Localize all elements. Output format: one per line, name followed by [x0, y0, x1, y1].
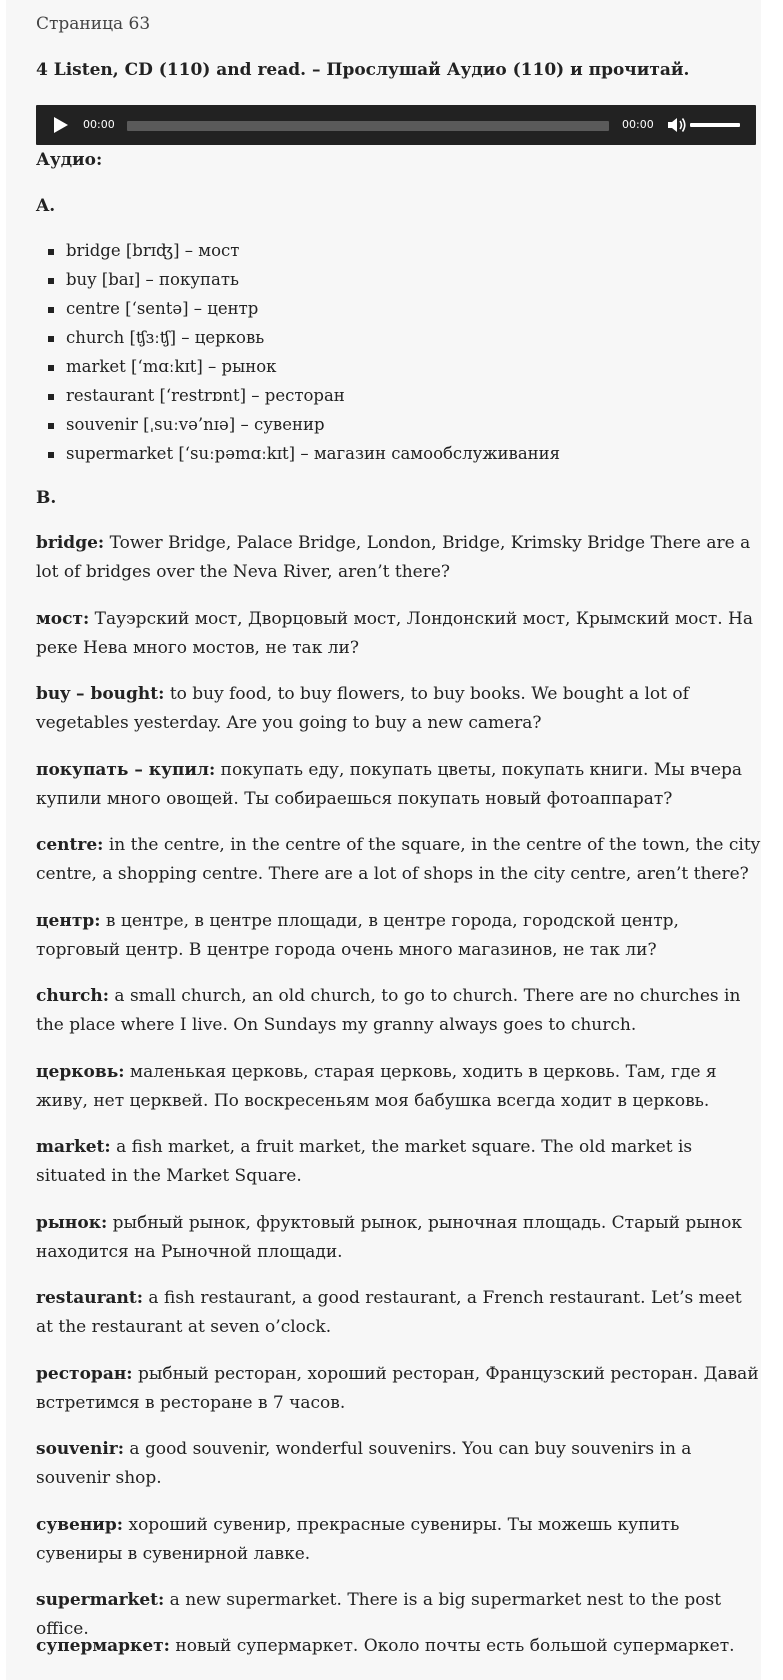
- paragraph: центр: в центре, в центре площади, в центре города, городской центр, торговый центр. В центре города очень много магазинов, не так ли?: [36, 911, 679, 960]
- bullet-icon: [48, 336, 54, 342]
- list-item: church [ʧɜːʧ] – церковь: [36, 327, 560, 356]
- paragraph: ресторан: рыбный ресторан, хороший ресторан, Французский ресторан. Давай встретимся в ресторане в 7 часов.: [36, 1364, 759, 1413]
- paragraph: centre: in the centre, in the centre of the square, in the centre of the town, the city centre, a shopping centre. There are a lot of shops in the city centre, aren’t there?: [36, 835, 761, 884]
- paragraph: супермаркет: новый супермаркет. Около почты есть большой супермаркет.: [36, 1636, 735, 1656]
- term: supermarket:: [36, 1590, 165, 1610]
- term: мост:: [36, 609, 90, 629]
- bullet-icon: [48, 452, 54, 458]
- current-time: 00:00: [83, 118, 115, 131]
- list-item: centre [‘sentə] – центр: [36, 298, 560, 327]
- term: church:: [36, 986, 110, 1006]
- term: ресторан:: [36, 1364, 133, 1384]
- paragraph: souvenir: a good souvenir, wonderful souvenirs. You can buy souvenirs in a souvenir shop.: [36, 1439, 692, 1488]
- page-background: [6, 0, 761, 1680]
- term: церковь:: [36, 1062, 125, 1082]
- list-item: buy [baɪ] – покупать: [36, 269, 560, 298]
- paragraph: рынок: рыбный рынок, фруктовый рынок, рыночная площадь. Старый рынок находится на Рыночной площади.: [36, 1213, 742, 1262]
- paragraph: мост: Тауэрский мост, Дворцовый мост, Лондонский мост, Крымский мост. На реке Нева много мостов, не так ли?: [36, 609, 754, 658]
- term: restaurant:: [36, 1288, 144, 1308]
- term: сувенир:: [36, 1515, 124, 1535]
- progress-rail[interactable]: [127, 121, 609, 131]
- term: bridge:: [36, 533, 105, 553]
- section-b-label: B.: [36, 488, 57, 508]
- term: рынок:: [36, 1213, 108, 1233]
- paragraph: церковь: маленькая церковь, старая церковь, ходить в церковь. Там, где я живу, нет церквей. По воскресеньям моя бабушка всегда ходит в церковь.: [36, 1062, 717, 1111]
- audio-label: Аудио:: [36, 150, 103, 170]
- paragraph: покупать – купил: покупать еду, покупать цветы, покупать книги. Мы вчера купили много овощей. Ты собираешься покупать новый фотоаппарат?: [36, 760, 743, 809]
- term: покупать – купил:: [36, 760, 216, 780]
- vocab-list: [36, 240, 560, 472]
- paragraph: church: a small church, an old church, to go to church. There are no churches in the place where I live. On Sundays my granny always goes to church.: [36, 986, 741, 1035]
- paragraph: market: a fish market, a fruit market, the market square. The old market is situated in the Market Square.: [36, 1137, 693, 1186]
- term: buy – bought:: [36, 684, 165, 704]
- volume-icon[interactable]: [666, 115, 688, 135]
- duration-time: 00:00: [622, 118, 654, 131]
- play-icon[interactable]: [54, 117, 68, 133]
- bullet-icon: [48, 249, 54, 255]
- bullet-icon: [48, 394, 54, 400]
- list-item: souvenir [ˌsuːvə’nɪə] – сувенир: [36, 414, 560, 443]
- list-item: market [‘mɑːkɪt] – рынок: [36, 356, 560, 385]
- list-item: restaurant [‘restrɒnt] – ресторан: [36, 385, 560, 414]
- audio-player: [36, 105, 756, 145]
- volume-slider[interactable]: [690, 123, 740, 127]
- term: centre:: [36, 835, 104, 855]
- paragraph: buy – bought: to buy food, to buy flowers, to buy books. We bought a lot of vegetables yesterday. Are you going to buy a new camera?: [36, 684, 689, 733]
- list-item: supermarket [‘suːpəmɑːkɪt] – магазин самообслуживания: [36, 443, 560, 472]
- section-a-label: A.: [36, 196, 56, 216]
- paragraph: сувенир: хороший сувенир, прекрасные сувениры. Ты можешь купить сувениры в сувенирной лавке.: [36, 1515, 680, 1564]
- bullet-icon: [48, 307, 54, 313]
- term: market:: [36, 1137, 111, 1157]
- task-title: 4 Listen, CD (110) and read. – Прослушай Аудио (110) и прочитай.: [36, 60, 690, 80]
- term: souvenir:: [36, 1439, 125, 1459]
- paragraph: restaurant: a fish restaurant, a good restaurant, a French restaurant. Let’s meet at the restaurant at seven o’clock.: [36, 1288, 742, 1337]
- list-item: bridge [brɪʤ] – мост: [36, 240, 560, 269]
- paragraph: supermarket: a new supermarket. There is a big supermarket nest to the post office.: [36, 1590, 722, 1639]
- bullet-icon: [48, 423, 54, 429]
- bullet-icon: [48, 365, 54, 371]
- paragraph: bridge: Tower Bridge, Palace Bridge, London, Bridge, Krimsky Bridge There are a lot of bridges over the Neva River, aren’t there?: [36, 533, 751, 582]
- term: центр:: [36, 911, 101, 931]
- term: супермаркет:: [36, 1636, 170, 1656]
- page-label: Страница 63: [36, 14, 151, 34]
- bullet-icon: [48, 278, 54, 284]
